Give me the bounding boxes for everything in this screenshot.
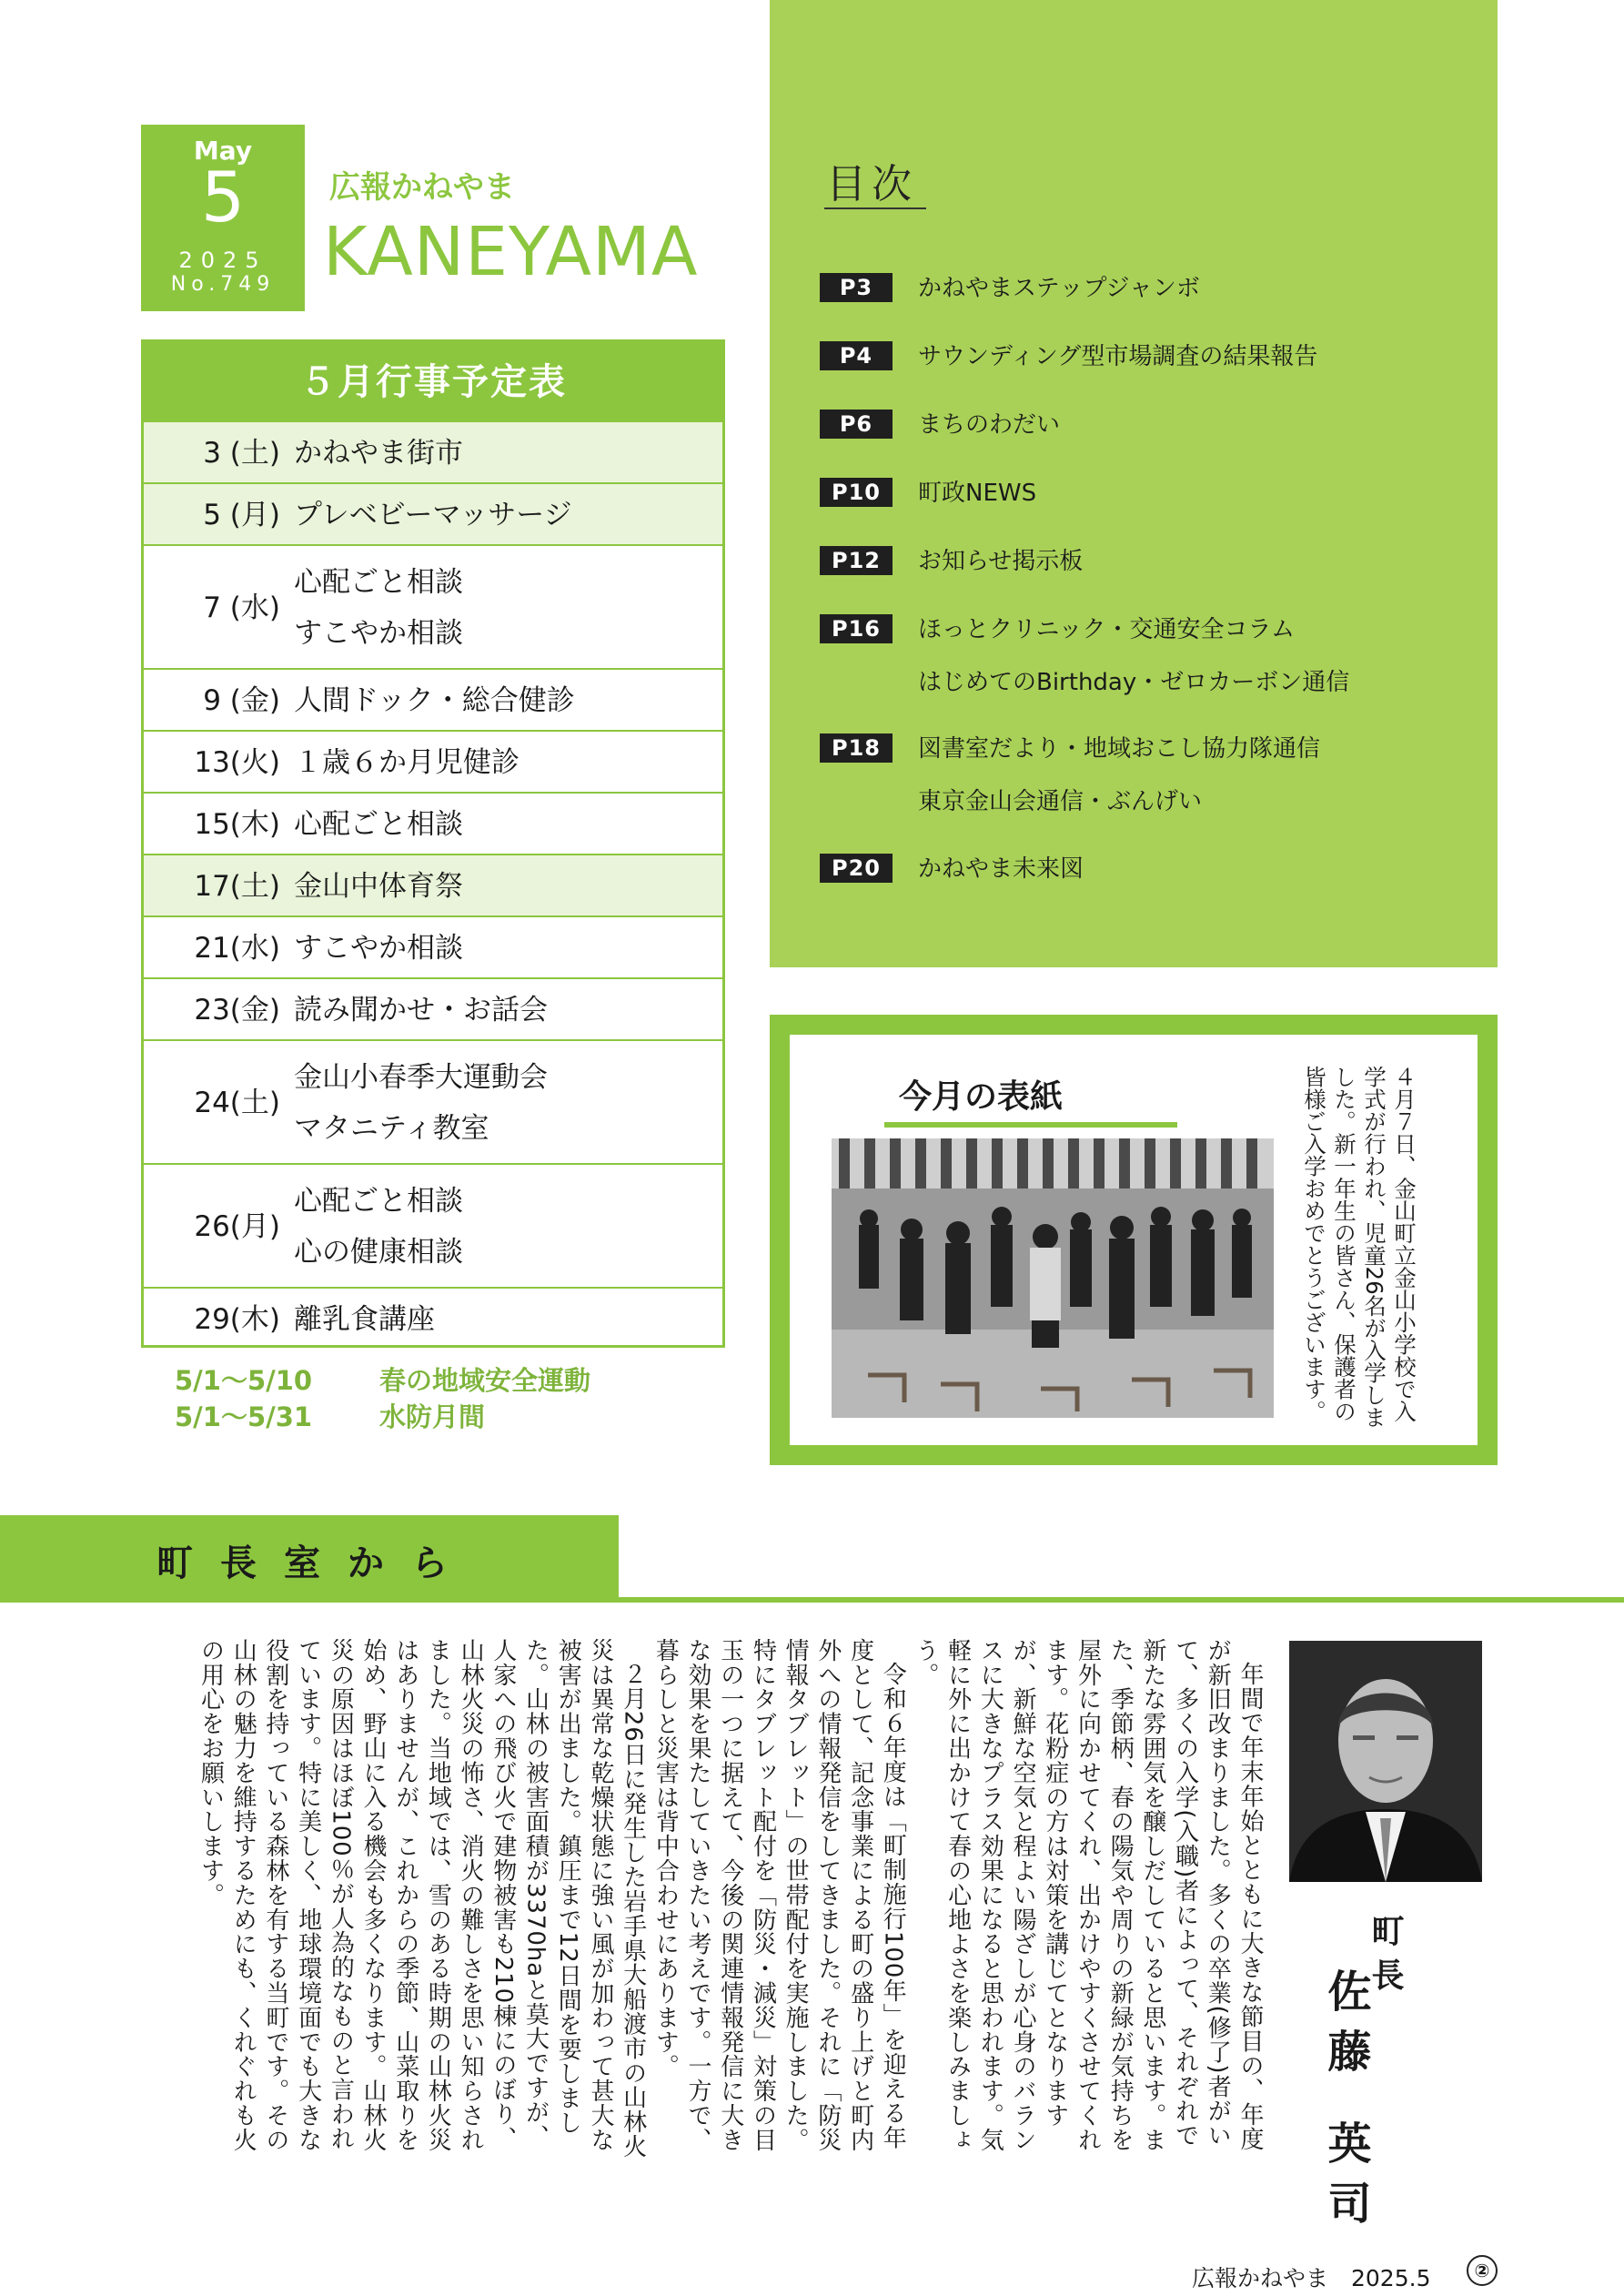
schedule-date: 24(土) bbox=[194, 1087, 280, 1119]
toc-entry-text: ほっとクリニック・交通安全コラム bbox=[918, 616, 1296, 643]
toc-title: 目次 bbox=[826, 161, 917, 207]
essay-paragraph: 年間で年末年始とともに大きな節目の、年度が新旧改まりました。多くの卒業(修了)者がいて、多くの入学(入職)者によって、それぞれで新たな雰囲気を醸しだしていると思います。また、季節柄、春の陽気や周りの新緑が気持ちを屋外に向かせてくれ、出かけやすくさせてくれます。花粉症の方は対策を講じてとなりますが、新鮮な空気と程よい陽ざしが心身のバランスに大きなプラス効果になると思われます。気軽に外に出かけて春の心地よさを楽しみましょう。 bbox=[911, 1638, 1264, 2152]
schedule-events bbox=[294, 557, 463, 659]
schedule-date: 17(土) bbox=[194, 870, 280, 903]
schedule-event: プレベビーマッサージ bbox=[294, 499, 572, 531]
toc-entry-text: かねやま未来図 bbox=[918, 855, 1084, 883]
essay-paragraph: 令和６年度は「町制施行100年」を迎える年度として、記念事業による町の盛り上げと町内外への情報発信をしてきました。それに「防災情報タブレット」の世帯配付を実施しました。特にタブレット配付を「防災・減災」対策の目玉の一つに据えて、今後の関連情報発信に大きな効果を果たしていきたい考えです。一方で、暮らしと災害は背中合わせにあります。 bbox=[651, 1638, 907, 2152]
schedule-title: ５月行事予定表 bbox=[144, 342, 722, 422]
toc-page-label: P4 bbox=[820, 341, 893, 370]
schedule-events bbox=[294, 1176, 463, 1278]
schedule-events bbox=[294, 985, 548, 1036]
toc-entry-text: かねやまステップジャンボ bbox=[918, 275, 1200, 302]
schedule-events bbox=[294, 1294, 435, 1345]
schedule-date: 13(火) bbox=[194, 746, 280, 779]
schedule-event: 人間ドック・総合健診 bbox=[294, 684, 575, 717]
schedule-row bbox=[144, 670, 722, 732]
schedule-date: 9 (金) bbox=[203, 684, 280, 717]
toc-page-label: P18 bbox=[820, 733, 893, 763]
campaign-name: 春の地域安全運動 bbox=[379, 1365, 591, 1396]
toc-title-underline bbox=[824, 207, 926, 209]
schedule-event: １歳６か月児健診 bbox=[294, 746, 519, 779]
schedule-event: すこやか相談 bbox=[294, 932, 463, 965]
schedule-date: 29(木) bbox=[194, 1303, 280, 1336]
schedule-row bbox=[144, 855, 722, 917]
schedule-date: 7 (水) bbox=[203, 592, 280, 624]
mayor-name: 佐藤 英司 bbox=[1320, 1968, 1371, 2240]
schedule-events bbox=[294, 923, 463, 974]
schedule-event: 心配ごと相談 bbox=[294, 808, 463, 841]
toc-entry-text: お知らせ掲示板 bbox=[918, 548, 1084, 575]
schedule-row bbox=[144, 1289, 722, 1350]
schedule-events bbox=[294, 799, 463, 850]
schedule-event: マタニティ教室 bbox=[294, 1112, 489, 1145]
schedule-row bbox=[144, 732, 722, 794]
toc-entry-text: 図書室だより・地域おこし協力隊通信 bbox=[918, 735, 1321, 763]
issue-month-en: May bbox=[193, 136, 253, 166]
page-number: ② bbox=[1467, 2255, 1498, 2286]
schedule-event: 離乳食講座 bbox=[294, 1303, 435, 1336]
schedule-events bbox=[294, 490, 572, 541]
campaign-item bbox=[175, 1399, 590, 1435]
schedule-row bbox=[144, 546, 722, 670]
toc-entry-text: まちのわだい bbox=[918, 411, 1061, 439]
cover-caption: ４月７日、金山町立金山小学校で入学式が行われ、児童26名が入学しました。新一年生の皆さん、保護者の皆様ご入学おめでとうございます。 bbox=[1301, 1066, 1417, 1429]
schedule-events bbox=[294, 675, 575, 726]
schedule-date: 15(木) bbox=[194, 808, 280, 841]
issue-month-number: 5 bbox=[200, 157, 246, 238]
toc-page-label: P6 bbox=[820, 410, 893, 439]
cover-description-box bbox=[770, 1015, 1498, 1465]
toc-entry-text: 東京金山会通信・ぶんげい bbox=[918, 788, 1203, 815]
toc-page-label: P20 bbox=[820, 854, 893, 883]
schedule-row bbox=[144, 794, 722, 855]
campaign-name: 水防月間 bbox=[379, 1401, 486, 1432]
event-schedule bbox=[141, 339, 725, 1348]
schedule-event: 心配ごと相談 bbox=[294, 566, 463, 599]
schedule-event: 心の健康相談 bbox=[294, 1236, 463, 1269]
schedule-event: 読み聞かせ・お話会 bbox=[294, 994, 548, 1027]
mayor-title: 町 長 bbox=[1367, 1914, 1405, 1991]
mayor-essay bbox=[134, 1638, 1266, 2166]
schedule-date: 21(水) bbox=[194, 932, 280, 965]
schedule-event: 金山小春季大運動会 bbox=[294, 1061, 548, 1094]
schedule-events bbox=[294, 737, 519, 788]
toc-entry-text: 町政NEWS bbox=[918, 480, 1037, 507]
schedule-events bbox=[294, 1052, 548, 1154]
schedule-event: かねやま街市 bbox=[294, 437, 463, 470]
campaign-period: 5/1～5/31 bbox=[175, 1401, 313, 1432]
issue-year: 2025 bbox=[178, 248, 267, 273]
cover-title-underline bbox=[884, 1122, 1177, 1128]
magazine-title-en: KANEYAMA bbox=[323, 213, 699, 291]
campaign-item bbox=[175, 1362, 590, 1399]
mayor-section-rule bbox=[0, 1597, 1624, 1603]
table-of-contents bbox=[770, 0, 1498, 967]
schedule-event: 金山中体育祭 bbox=[294, 870, 463, 903]
schedule-row bbox=[144, 1165, 722, 1289]
toc-page-label: P12 bbox=[820, 546, 893, 575]
cover-photo bbox=[832, 1138, 1274, 1418]
schedule-row bbox=[144, 979, 722, 1041]
schedule-events bbox=[294, 428, 463, 479]
footer-publication: 広報かねやま 2025.5 bbox=[1192, 2265, 1431, 2291]
schedule-row bbox=[144, 484, 722, 546]
campaign-period: 5/1～5/10 bbox=[175, 1365, 313, 1396]
cover-description-panel bbox=[790, 1035, 1478, 1445]
schedule-date: 5 (月) bbox=[203, 499, 280, 531]
toc-page-label: P3 bbox=[820, 273, 893, 302]
toc-entry-text: はじめてのBirthday・ゼロカーボン通信 bbox=[918, 669, 1350, 696]
toc-page-label: P10 bbox=[820, 478, 893, 507]
schedule-row bbox=[144, 917, 722, 979]
issue-badge bbox=[141, 125, 305, 311]
toc-entry-text: サウンディング型市場調査の結果報告 bbox=[918, 343, 1318, 370]
schedule-date: 26(月) bbox=[194, 1210, 280, 1243]
schedule-event: 心配ごと相談 bbox=[294, 1185, 463, 1218]
mayor-portrait bbox=[1289, 1641, 1482, 1882]
cover-title: 今月の表紙 bbox=[899, 1078, 1064, 1116]
mayor-section-heading: 町長室から bbox=[156, 1542, 475, 1584]
magazine-title-jp: 広報かねやま bbox=[329, 169, 515, 206]
schedule-events bbox=[294, 861, 463, 912]
toc-page-label: P16 bbox=[820, 614, 893, 643]
schedule-row bbox=[144, 1041, 722, 1165]
schedule-date: 3 (土) bbox=[203, 437, 280, 470]
schedule-date: 23(金) bbox=[194, 994, 280, 1027]
issue-number: No.749 bbox=[170, 273, 276, 296]
essay-paragraph: ２月26日に発生した岩手県大船渡市の山林火災は異常な乾燥状態に強い風が加わって甚大な被害が出ました。鎮圧まで12日間を要しました。山林の被害面積が3370haと莫大ですが、人家への飛び火で建物被害も210棟にのぼり、山林火災の怖さ、消火の難しさを思い知らされました。当地域では、雪のある時期の山林火災はありませんが、これからの季節、山菜取りを始め、野山に入る機会も多くなります。山林火災の原因はほぼ100％が人為的なものと言われています。特に美しく、地球環境面でも大きな役割を持っている森林を有する当町です。その山林の魅力を維持するためにも、くれぐれも火の用心をお願いします。 bbox=[197, 1638, 647, 2159]
schedule-row bbox=[144, 422, 722, 484]
schedule-event: すこやか相談 bbox=[294, 617, 463, 650]
campaign-list bbox=[175, 1362, 590, 1435]
